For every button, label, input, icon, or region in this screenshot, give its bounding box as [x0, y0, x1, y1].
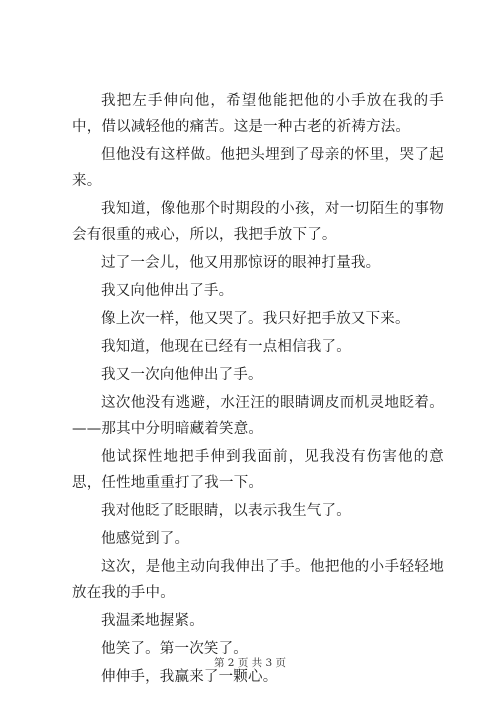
paragraph: 我又向他伸出了手。: [101, 283, 234, 299]
paragraph: 我温柔地握紧。: [101, 613, 204, 629]
paragraph: 我对他眨了眨眼睛，以表示我生气了。: [101, 503, 351, 519]
paragraph: 我知道，像他那个时期段的小孩，对一切陌生的事物会有很重的戒心，所以，我把手放下了。: [72, 201, 444, 243]
paragraph: 但他没有这样做。他把头埋到了母亲的怀里，哭了起来。: [72, 147, 444, 189]
paragraph: 他感觉到了。: [101, 531, 190, 547]
paragraph: 他试探性地把手伸到我面前，见我没有伤害他的意思，任性地重重打了我一下。: [72, 449, 444, 491]
paragraph: 这次他没有逃避，水汪汪的眼睛调皮而机灵地眨着。——那其中分明暗藏着笑意。: [72, 395, 444, 437]
document-body: [72, 88, 444, 690]
paragraph: 我又一次向他伸出了手。: [101, 367, 263, 383]
paragraph: 我把左手伸向他，希望他能把他的小手放在我的手中，借以减轻他的痛苦。这是一种古老的祈祷方法。: [72, 93, 444, 135]
page-number-footer: 第 2 页 共 3 页: [213, 657, 287, 669]
paragraph: 过了一会儿，他又用那惊讶的眼神打量我。: [101, 255, 381, 271]
paragraph: 伸伸手，我赢来了一颗心。: [101, 669, 278, 685]
paragraph: 我知道，他现在已经有一点相信我了。: [101, 339, 351, 355]
paragraph: 他笑了。第一次笑了。: [101, 641, 248, 657]
paragraph: 这次，是他主动向我伸出了手。他把他的小手轻轻地放在我的手中。: [72, 559, 444, 601]
paragraph: 像上次一样，他又哭了。我只好把手放又下来。: [101, 311, 410, 327]
